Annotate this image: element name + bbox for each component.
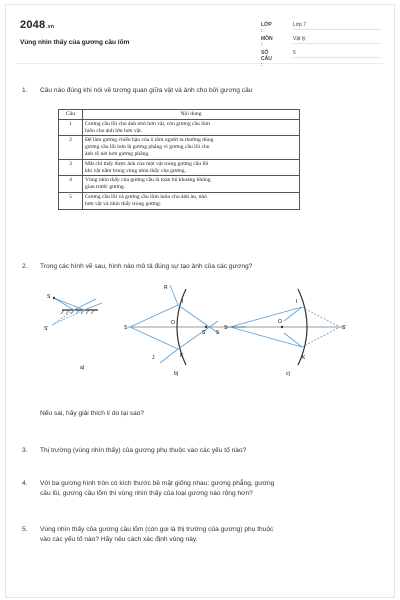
site-logo[interactable]: 2048.vn bbox=[20, 19, 55, 31]
question-2-followup: Nếu sai, hãy giải thích lí do tại sao? bbox=[40, 410, 145, 417]
statement-table bbox=[58, 109, 300, 210]
table-row: 1 Gương cầu lồi cho ảnh nhỏ hơn vật, còn gương cầu lõm luôn cho ảnh lớn hơn vật. bbox=[59, 119, 300, 136]
caption-b: b) bbox=[174, 371, 179, 377]
svg-text:J: J bbox=[152, 355, 155, 361]
svg-text:S': S' bbox=[202, 330, 207, 336]
svg-text:K: K bbox=[180, 353, 184, 359]
svg-text:K: K bbox=[302, 355, 306, 361]
worksheet-page bbox=[5, 4, 395, 598]
label-s: S bbox=[47, 294, 51, 300]
mirror-figures bbox=[40, 277, 360, 385]
figure-a-plane-mirror bbox=[44, 294, 102, 371]
question-2: 2. Trong các hình vẽ sau, hình nào mô tả đúng sự tạo ảnh của các gương? bbox=[22, 263, 253, 270]
column-header-content: Nội dung bbox=[83, 110, 300, 120]
svg-text:S: S bbox=[224, 325, 228, 331]
question-3: 3. Thị trường (vùng nhìn thấy) của gương phụ thuộc vào các yếu tố nào? bbox=[22, 447, 247, 454]
question-5: 5. Vùng nhìn thấy của gương cầu lõm (còn gọi là thị trường của gương) phụ thuộc vào các yếu tố nào? Hãy nêu cách xác định vùng này. bbox=[22, 526, 274, 543]
svg-text:I: I bbox=[182, 299, 184, 305]
caption-a: a) bbox=[80, 365, 85, 371]
table-row: 4 Vùng nhìn thấy của gương cầu là toàn bộ khoảng không gian trước gương. bbox=[59, 176, 300, 193]
svg-text:I: I bbox=[296, 299, 298, 305]
figure-b-concave-mirror bbox=[124, 285, 246, 377]
table-row: 3 Mắt chỉ thấy được ảnh của một vật trong gương cầu lồi khi vật nằm trong vùng nhìn thấy của gương. bbox=[59, 159, 300, 176]
svg-text:O: O bbox=[278, 319, 282, 325]
label-s-prime: S' bbox=[44, 326, 49, 332]
question-1: 1. Câu nào đúng khi nói về tương quan giữa vật và ảnh cho bởi gương cầu bbox=[22, 87, 253, 94]
svg-text:S': S' bbox=[342, 325, 347, 331]
svg-text:S: S bbox=[216, 330, 220, 336]
column-header-number: Câu bbox=[59, 110, 83, 120]
worksheet-header: 2048.vn Vùng nhìn thấy của gương cầu lõm LỚP : Lớp 7 MÔN : Vật lý SỐ CÂU : 5 bbox=[16, 13, 384, 64]
figure-c-convex-mirror bbox=[224, 289, 346, 377]
svg-text:S: S bbox=[124, 325, 128, 331]
svg-text:O: O bbox=[171, 320, 175, 326]
question-4: 4. Với ba gương hình tròn có kích thước bề mặt giống nhau: gương phẳng, gương cầu lồi, gương cầu lõm thì vùng nhìn thấy của loại gương nào rộng hơn? bbox=[22, 480, 275, 497]
table-header-row bbox=[59, 110, 300, 120]
document-title: Vùng nhìn thấy của gương cầu lõm bbox=[20, 39, 130, 46]
caption-c: c) bbox=[286, 371, 291, 377]
table-row: 5 Gương cầu lồi và gương cầu lõm luôn cho ảnh ảo, nhỏ hơn vật và nhìn thấy trong gương. bbox=[59, 192, 300, 209]
svg-text:R: R bbox=[164, 285, 168, 291]
table-row: 2 Để làm gương chiếu hậu của ô tôm người ta thường dùng gương cầu lồi hơn là gương phẳng vì gương cầu lồi cho ảnh rõ nét hơn gương phẳng. bbox=[59, 136, 300, 159]
